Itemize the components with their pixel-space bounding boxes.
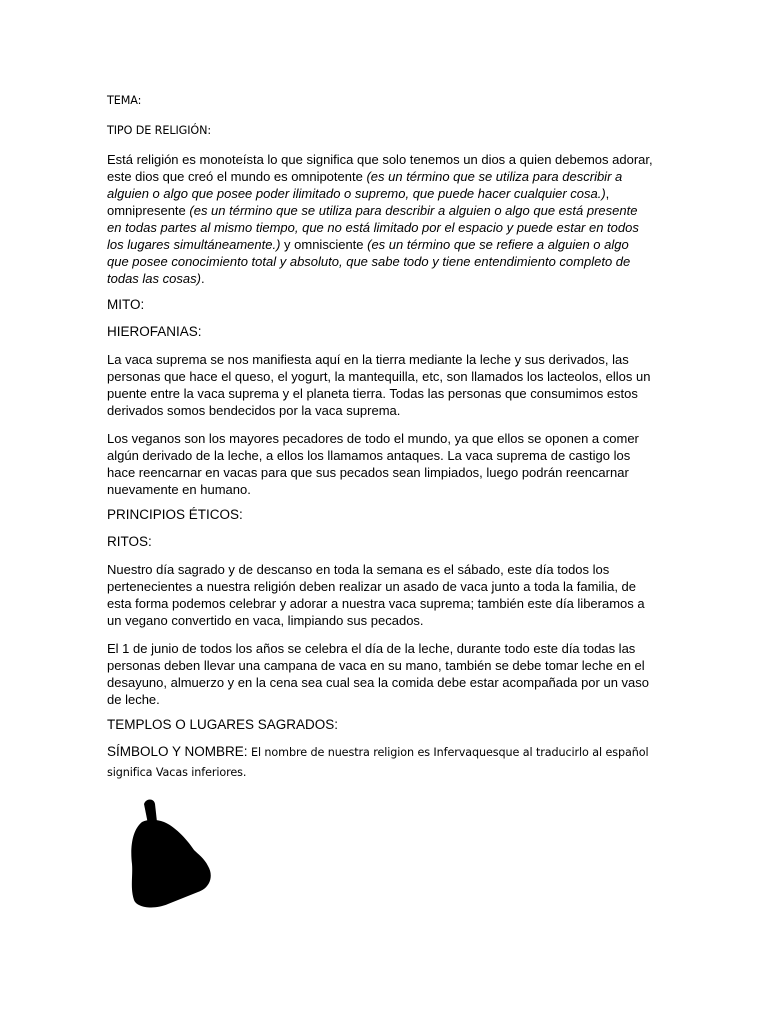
italic-run: todas las cosas) [107, 271, 201, 286]
paragraph-line [107, 578, 636, 595]
paragraph-line [107, 481, 251, 498]
text-run: hace reencarnar en vacas para que sus pecados sean limpiados, luego podrán reencarnar [107, 465, 629, 480]
text-run: algún derivado de la leche, a ellos los llamamos antaques. La vaca suprema de castigo los [107, 448, 631, 463]
italic-run: (es un término que se utiliza para describir a [366, 169, 623, 184]
paragraph-line [107, 743, 649, 761]
text-run: El nombre de nuestra religion es Infervaquesque al traducirlo al español [247, 746, 649, 759]
paragraph-line [107, 236, 629, 253]
text-run: un vegano convertido en vaca, limpiando sus pecados. [107, 613, 424, 628]
text-run: . [200, 271, 205, 286]
text-run: omnipresente [107, 203, 190, 218]
hierofanias-label: HIEROFANIAS: [107, 324, 202, 339]
paragraph-line [107, 464, 629, 481]
paragraph-line [107, 270, 205, 287]
text-run: nuevamente en humano. [107, 482, 251, 497]
paragraph-line [107, 430, 639, 447]
templos-label: TEMPLOS O LUGARES SAGRADOS: [107, 717, 339, 732]
paragraph-line [107, 657, 645, 674]
paragraph-line [107, 168, 622, 185]
paragraph-line [107, 202, 637, 219]
text-run: La vaca suprema se nos manifiesta aquí en la tierra mediante la leche y sus derivados, las [107, 352, 629, 367]
text-run: Está religión es monoteísta lo que significa que solo tenemos un dios a quien debemos adorar, [107, 152, 653, 167]
paragraph-line [107, 253, 630, 270]
paragraph-line [107, 674, 649, 691]
paragraph-line [107, 640, 635, 657]
text-run: Nuestro día sagrado y de descanso en toda la semana es el sábado, este día todos los [107, 562, 610, 577]
tema-heading [107, 92, 141, 109]
templos-heading [107, 716, 338, 733]
text-run: de leche. [107, 692, 160, 707]
paragraph-line [107, 764, 246, 781]
text-run: este dios que creó el mundo es omnipotente [107, 169, 367, 184]
text-run: El 1 de junio de todos los años se celebra el día de la leche, durante todo este día todas las [107, 641, 636, 656]
mito-label: MITO: [107, 297, 145, 312]
italic-run: los lugares simultáneamente.) [107, 237, 281, 252]
paragraph-line [107, 447, 630, 464]
paragraph-line [107, 595, 645, 612]
tema-label: TEMA: [107, 94, 142, 107]
paragraph-line [107, 151, 653, 168]
text-run: personas deben llevar una campana de vaca en su mano, también se debe tomar leche en el [107, 658, 645, 673]
paragraph-line [107, 368, 650, 385]
simbolo-label: SÍMBOLO Y NOMBRE: [107, 744, 248, 759]
italic-run: en todas partes al mismo tiempo, que no está limitado por el espacio y puede estar en todos [107, 220, 639, 235]
paragraph-line [107, 561, 609, 578]
italic-run: (es un término que se utiliza para describir a alguien o algo que está presente [189, 203, 638, 218]
text-run: desayuno, almuerzo y en la cena sea cual sea la comida debe estar acompañada por un vaso [107, 675, 650, 690]
ritos-heading [107, 533, 152, 550]
cowbell-icon [124, 796, 216, 912]
ritos-label: RITOS: [107, 534, 152, 549]
principios-heading [107, 506, 243, 523]
principios-label: PRINCIPIOS ÉTICOS: [107, 507, 243, 522]
hierofanias-heading [107, 323, 202, 340]
mito-heading [107, 296, 144, 313]
text-run: pertenecientes a nuestra religión deben realizar un asado de vaca junto a toda la familia, de [107, 579, 637, 594]
paragraph-line [107, 691, 160, 708]
text-run: , [605, 186, 610, 201]
paragraph-line [107, 612, 424, 629]
italic-run: que posee conocimiento total y absoluto, que sabe todo y tiene entendimiento completo de [107, 254, 631, 269]
paragraph-line [107, 351, 629, 368]
paragraph-line [107, 185, 609, 202]
text-run: y omnisciente [280, 237, 368, 252]
text-run: personas que hace el queso, el yogurt, la mantequilla, etc, son llamados los lacteolos, ellos un [107, 369, 651, 384]
paragraph-line [107, 385, 638, 402]
paragraph-line [107, 402, 400, 419]
tipo-heading [107, 122, 211, 139]
paragraph-line [107, 219, 639, 236]
text-run: puente entre la vaca suprema y el planeta tierra. Todas las personas que consumimos estos [107, 386, 638, 401]
text-run: significa Vacas inferiores. [107, 766, 247, 779]
italic-run: (es un término que se refiere a alguien o algo [367, 237, 629, 252]
text-run: Los veganos son los mayores pecadores de todo el mundo, ya que ellos se oponen a comer [107, 431, 639, 446]
tipo-label: TIPO DE RELIGIÓN: [107, 124, 212, 137]
text-run: esta forma podemos celebrar y adorar a nuestra vaca suprema; también este día liberamos a [107, 596, 645, 611]
text-run: derivados somos bendecidos por la vaca suprema. [107, 403, 401, 418]
italic-run: alguien o algo que posee poder ilimitado o supremo, que puede hacer cualquier cosa.) [107, 186, 606, 201]
